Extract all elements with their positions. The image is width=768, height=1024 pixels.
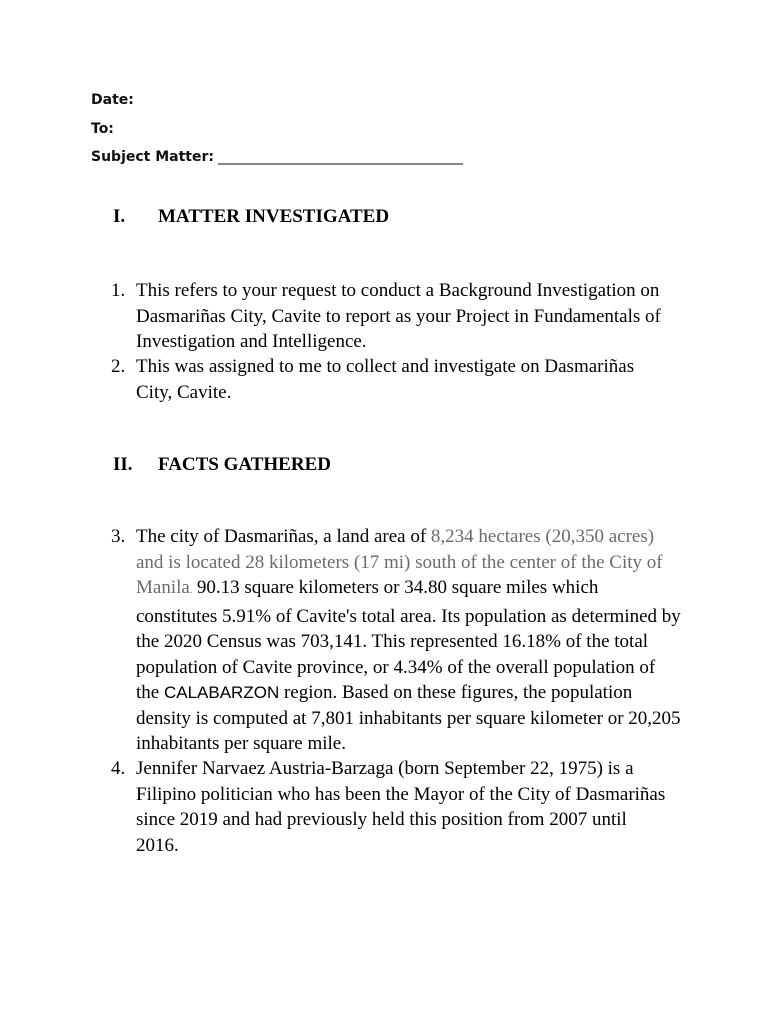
- section-numeral: II.: [113, 454, 133, 475]
- list-item-3: [111, 524, 681, 757]
- date-label: Date:: [91, 92, 134, 108]
- to-label: To:: [91, 121, 114, 137]
- list-marker: 3.: [111, 526, 126, 547]
- quoted-text-run: 8,234 hectares (20,350 acres) and is located 28 kilometers (17 mi) south of the center of the City of Manila: [136, 526, 663, 598]
- section-title: MATTER INVESTIGATED: [158, 206, 390, 227]
- subject-blank: ___________________________________: [218, 149, 463, 165]
- subject-line: [91, 149, 463, 165]
- list-item-2: [111, 354, 671, 405]
- list-item-4: [111, 756, 671, 858]
- subject-label: Subject Matter:: [91, 149, 214, 165]
- section-numeral: I.: [113, 206, 126, 227]
- list-item-text: This refers to your request to conduct a Background Investigation on Dasmariñas City, Cavite to report as your Project in Fundamentals of Investigation and Intelligence.: [136, 280, 661, 352]
- quoted-text-dot: .: [189, 585, 193, 595]
- section-title: FACTS GATHERED: [158, 454, 331, 475]
- list-marker: 1.: [111, 280, 126, 301]
- to-line: [91, 121, 114, 137]
- list-item-text: Jennifer Narvaez Austria-Barzaga (born September 22, 1975) is a Filipino politician who has been the Mayor of the City of Dasmariñas since 2019 and had previously held this position from 2007 until 2016.: [136, 758, 666, 856]
- text-run: 90.13 square kilometers or 34.80 square miles which constitutes 5.91% of Cavite's total area. Its population as determined by the 2020 Census was 703,141. This represented 16.18% of the total population of Cavite province, or 4.34% of the overall population of the: [136, 577, 681, 703]
- section-heading-matter-investigated: [113, 206, 389, 228]
- list-marker: 4.: [111, 758, 126, 779]
- date-line: [91, 92, 134, 108]
- text-run: region. Based on these figures, the population density is computed at 7,801 inhabitants per square kilometer or 20,205 inhabitants per square mile.: [136, 682, 681, 754]
- list-item-text: This was assigned to me to collect and investigate on Dasmariñas City, Cavite.: [136, 356, 635, 403]
- list-marker: 2.: [111, 356, 126, 377]
- list-item-text: [136, 524, 681, 757]
- section-heading-facts-gathered: [113, 454, 331, 476]
- text-run: The city of Dasmariñas, a land area of: [136, 526, 431, 547]
- list-item-1: [111, 278, 671, 355]
- region-name: CALABARZON: [163, 683, 280, 702]
